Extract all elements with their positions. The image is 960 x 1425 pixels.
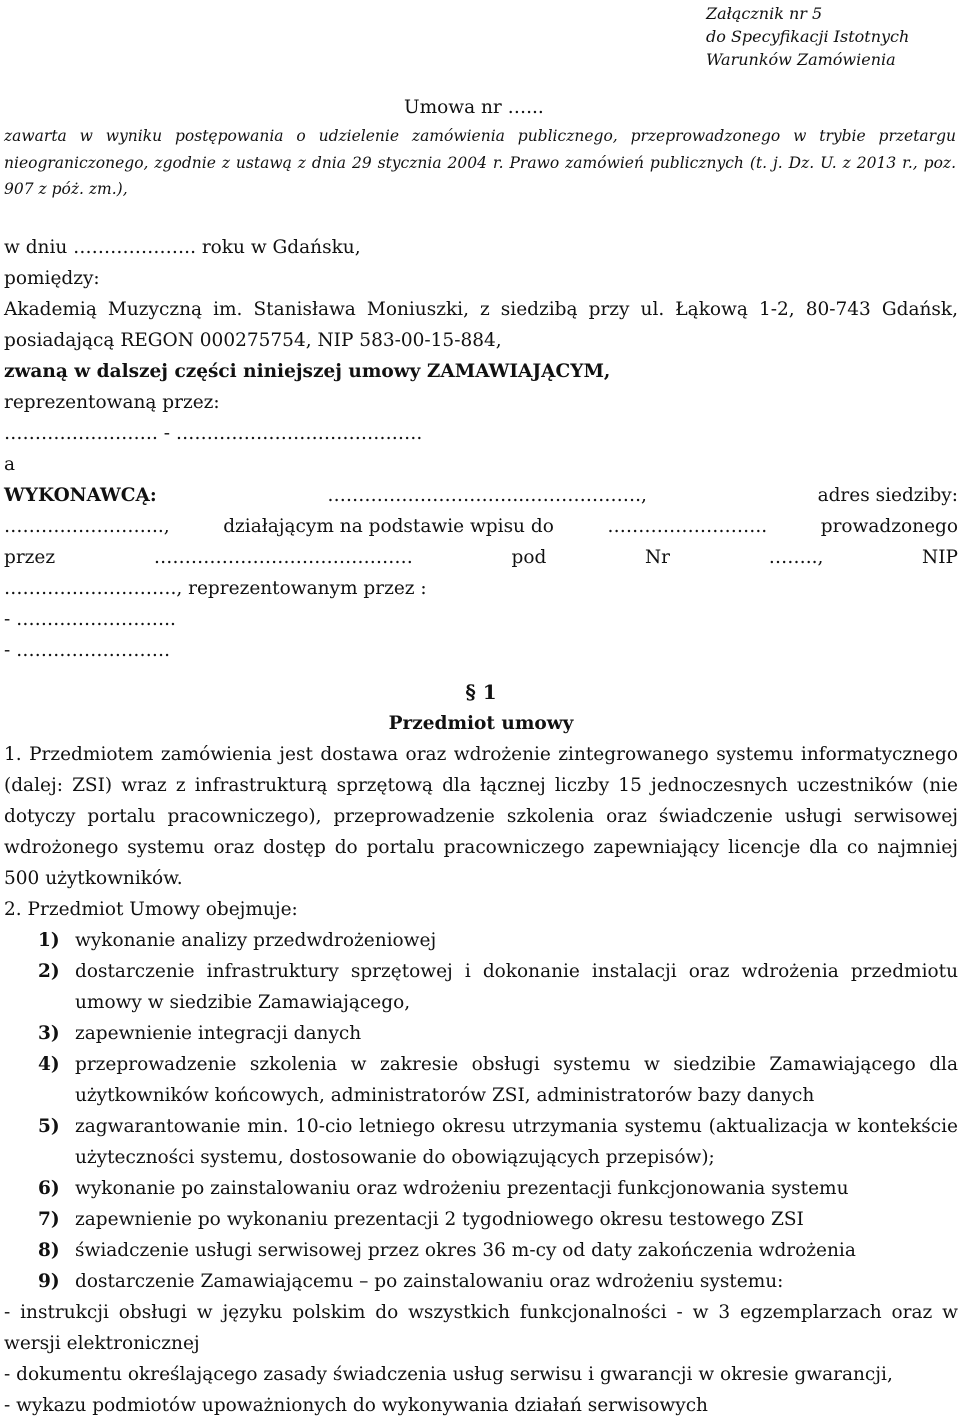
list-item: 8) świadczenie usługi serwisowej przez okres 36 m-cy od daty zakończenia wdrożenia — [38, 1240, 856, 1261]
contractor-name-blank: …………………………..………………., — [327, 485, 647, 506]
number-blank: …….., — [768, 547, 824, 568]
contractor-representative-line: ………………………., reprezentowanym przez : — [4, 578, 427, 599]
registry-line — [4, 511, 958, 542]
parties-section — [4, 232, 958, 666]
attachment-note-line3: Warunków Zamówienia — [706, 50, 896, 69]
academy-description: Akademią Muzyczną im. Stanisława Moniuszki, z siedzibą przy ul. Łąkową 1-2, 80-743 Gdańsk, posiadającą REGON 000275754, NIP 583-00-15-884, — [4, 299, 958, 351]
list-item: 3) zapewnienie integracji danych — [38, 1023, 362, 1044]
between-label: pomiędzy: — [4, 268, 100, 289]
attachment-note-line1: Załącznik nr 5 — [706, 4, 823, 23]
ordering-party-clause: zwaną w dalszej części niniejszej umowy ZAMAWIAJĄCYM, — [4, 361, 611, 382]
under-label: pod — [511, 547, 547, 568]
list-item: 6) wykonanie po zainstalowaniu oraz wdrożeniu prezentacji funkcjonowania systemu — [38, 1178, 849, 1199]
section-symbol: § 1 — [465, 680, 497, 704]
seat-label: adres siedziby: — [817, 485, 958, 506]
section-heading: Przedmiot umowy — [388, 713, 574, 734]
scope-list — [4, 925, 958, 1297]
attachment-note-line2: do Specyfikacji Istotnych — [706, 27, 910, 46]
deliverable-bullet: - instrukcji obsługi w języku polskim do wszystkich funkcjonalności - w 3 egzemplarzach oraz w wersji elektronicznej — [4, 1302, 958, 1354]
registry-keeper-line — [4, 542, 958, 573]
section-1 — [4, 677, 958, 1421]
attachment-note — [706, 2, 956, 71]
list-item: 7) zapewnienie po wykonaniu prezentacji 2 tygodniowego okresu testowego ZSI — [38, 1209, 804, 1230]
representative-dash-1: - …………………….. — [4, 609, 176, 630]
deliverable-bullet: - wykazu podmiotów upoważnionych do wykonywania działań serwisowych — [4, 1395, 708, 1416]
represented-by-label: reprezentowaną przez: — [4, 392, 220, 413]
seat-blank: …………………….., — [4, 516, 170, 537]
deliverable-bullet: - dokumentu określającego zasady świadczenia usług serwisu i gwarancji w okresie gwarancji, — [4, 1364, 893, 1385]
representative-dash-2: - ……………………. — [4, 640, 171, 661]
section-paragraph-2: 2. Przedmiot Umowy obejmuje: — [4, 899, 298, 920]
representative-line: ……………………. - …………………………………. — [4, 423, 423, 444]
registry-blank: …………………….. — [607, 516, 768, 537]
date-line: w dniu ……………….. roku w Gdańsku, — [4, 237, 361, 258]
list-item: 1) wykonanie analizy przedwdrożeniowej — [38, 930, 437, 951]
number-label: Nr — [644, 547, 671, 568]
contract-intro: zawarta w wyniku postępowania o udzielenie zamówienia publicznego, przeprowadzonego w trybie przetargu nieograniczonego, zgodnie z ustawą z dnia 29 stycznia 2004 r. Prawo zamówień publicznych (t. j. Dz. U. z 2013 r., poz. 907 z póż. zm.), — [4, 127, 956, 198]
nip-label: NIP — [922, 547, 958, 568]
keeper-blank: …………………………………… — [153, 547, 413, 568]
contract-title: Umowa nr …... — [404, 97, 544, 118]
section-paragraph-1: 1. Przedmiotem zamówienia jest dostawa oraz wdrożenie zintegrowanego systemu informatycznego (dalej: ZSI) wraz z infrastrukturą sprzętową dla łącznej liczby 15 jednoczesnych uczestników (nie dotyczy portalu pracowniczego), przeprowadzenie szkolenia oraz świadczenie usługi serwisowej wdrożonego systemu oraz dostęp do portalu pracowniczego zapewniający licencje dla co najmniej 500 użytkowników. — [4, 744, 958, 889]
list-item: 9) dostarczenie Zamawiającemu – po zainstalowaniu oraz wdrożeniu systemu: — [38, 1271, 784, 1292]
registry-text: działającym na podstawie wpisu do — [223, 516, 554, 537]
list-item: 2) dostarczenie infrastruktury sprzętowej i dokonanie instalacji oraz wdrożenia przedmiotu umowy w siedzibie Zamawiającego, — [38, 961, 958, 1013]
contractor-label: WYKONAWCĄ: — [4, 485, 157, 506]
list-item: 4) przeprowadzenie szkolenia w zakresie obsługi systemu w siedzibie Zamawiającego dla użytkowników końcowych, administratorów ZSI, administratorów bazy danych — [38, 1054, 958, 1106]
and-label: a — [4, 454, 16, 475]
contractor-line — [4, 480, 958, 511]
list-item: 5) zagwarantowanie min. 10-cio letniego okresu utrzymania systemu (aktualizacja w kontekście użyteczności systemu, dostosowanie do obowiązujących przepisów); — [38, 1116, 958, 1168]
kept-label: prowadzonego — [820, 516, 958, 537]
by-label: przez — [4, 547, 56, 568]
